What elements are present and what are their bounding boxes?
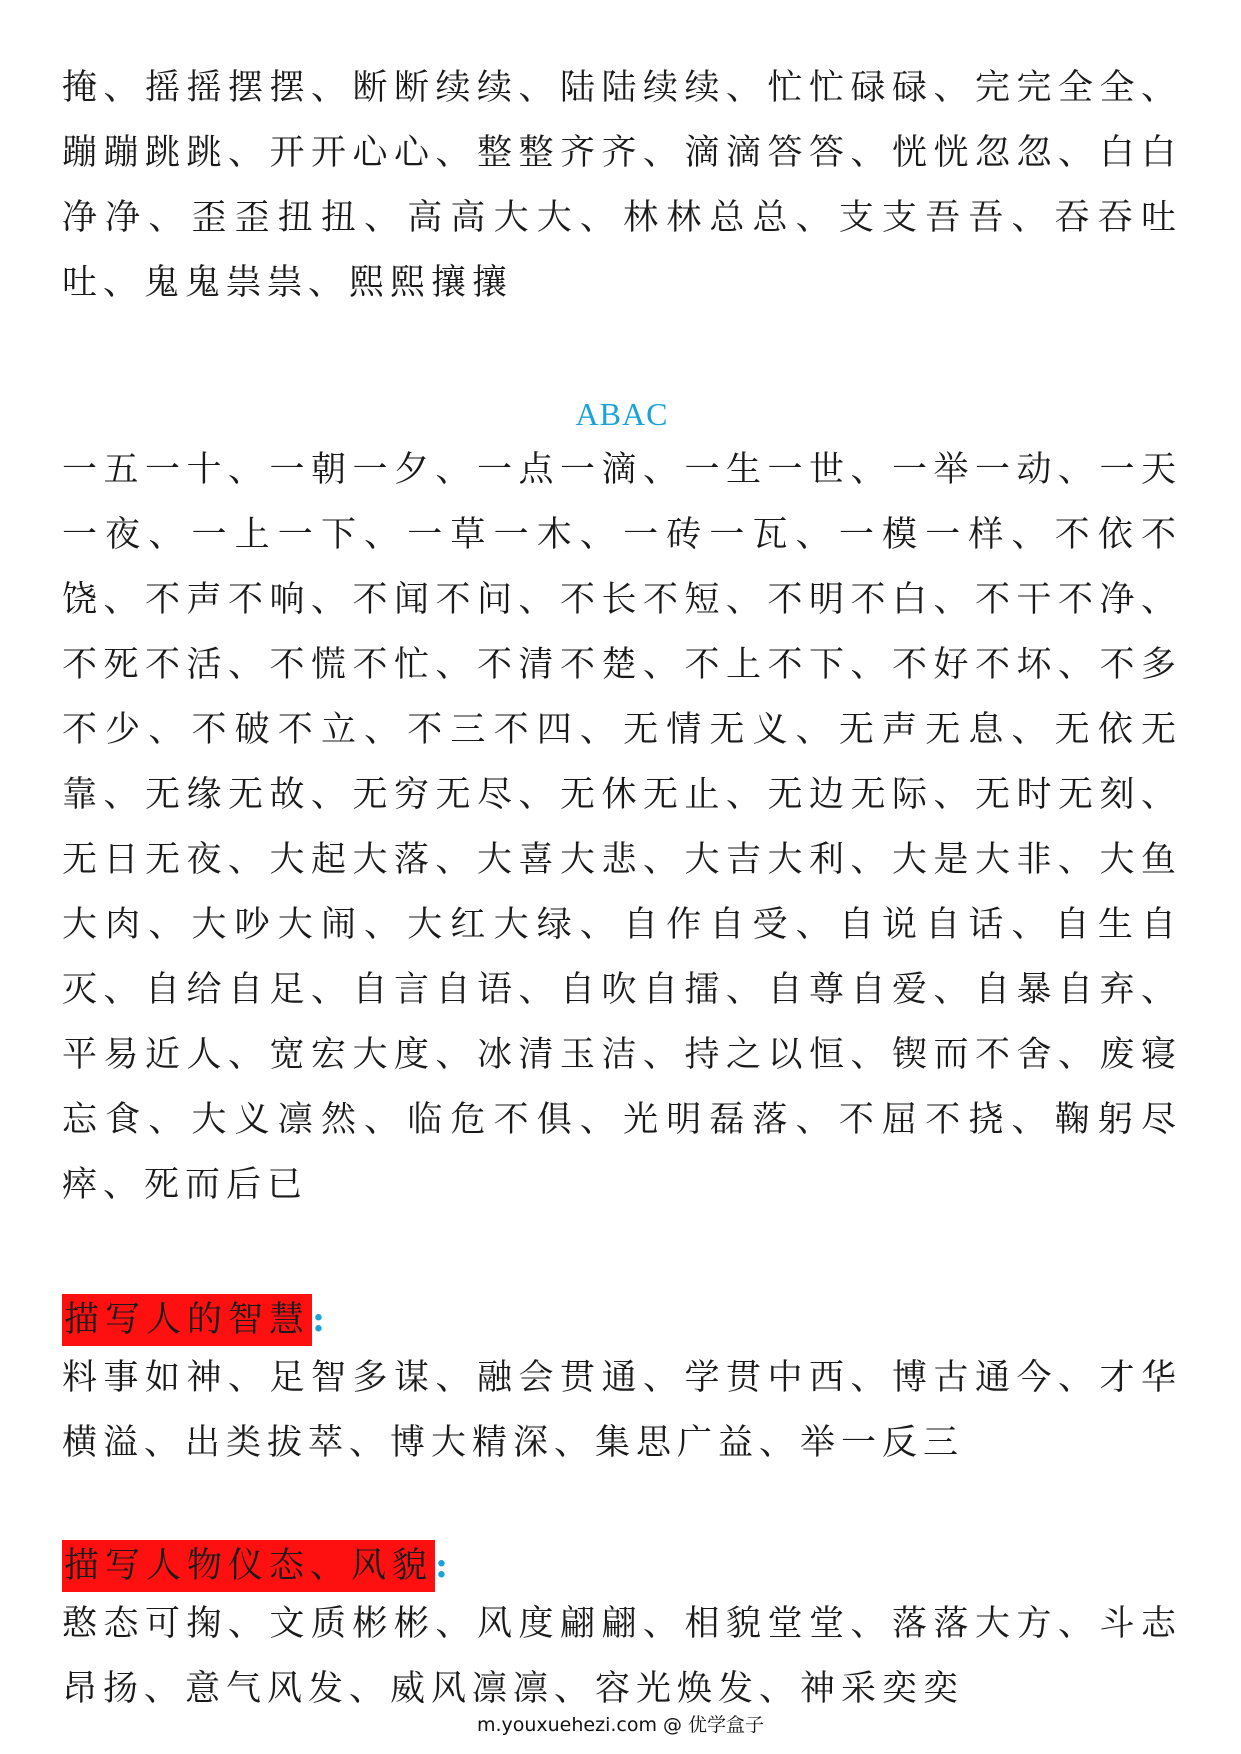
aabb-idiom-list: 掩、摇摇摆摆、断断续续、陆陆续续、忙忙碌碌、完完全全、蹦蹦跳跳、开开心心、整整齐齐、滴滴答答、恍恍忽忽、白白净净、歪歪扭扭、高高大大、林林总总、支支吾吾、吞吞吐吐、鬼鬼祟祟、熙熙攘攘 <box>62 68 1182 303</box>
appearance-idiom-list: 憨态可掬、文质彬彬、风度翩翩、相貌堂堂、落落大方、斗志昂扬、意气风发、威风凛凛、容光焕发、神采奕奕 <box>62 1604 1182 1709</box>
appearance-heading <box>62 1540 1182 1592</box>
spacer <box>62 1476 1182 1540</box>
wisdom-heading-colon: : <box>312 1299 331 1340</box>
appearance-heading-colon: : <box>435 1545 454 1586</box>
spacer <box>62 1218 1182 1294</box>
spacer <box>62 316 1182 390</box>
abac-section-title: ABAC <box>575 396 669 432</box>
appearance-heading-highlight: 描写人物仪态、风貌 <box>62 1540 435 1592</box>
wisdom-heading <box>62 1294 1182 1346</box>
wisdom-idiom-list: 料事如神、足智多谋、融会贯通、学贯中西、博古通今、才华横溢、出类拔萃、博大精深、集思广益、举一反三 <box>62 1358 1182 1463</box>
footer-watermark: m.youxuehezi.com @ 优学盒子 <box>476 1714 765 1736</box>
abac-idiom-list: 一五一十、一朝一夕、一点一滴、一生一世、一举一动、一天一夜、一上一下、一草一木、一砖一瓦、一模一样、不依不饶、不声不响、不闻不问、不长不短、不明不白、不干不净、不死不活、不慌不忙、不清不楚、不上不下、不好不坏、不多不少、不破不立、不三不四、无情无义、无声无息、无依无靠、无缘无故、无穷无尽、无休无止、无边无际、无时无刻、无日无夜、大起大落、大喜大悲、大吉大利、大是大非、大鱼大肉、大吵大闹、大红大绿、自作自受、自说自话、自生自灭、自给自足、自言自语、自吹自擂、自尊自爱、自暴自弃、平易近人、宽宏大度、冰清玉洁、持之以恒、锲而不舍、废寝忘食、大义凛然、临危不俱、光明磊落、不屈不挠、鞠躬尽瘁、死而后已 <box>62 450 1182 1205</box>
document-page <box>62 56 1182 1722</box>
wisdom-heading-highlight: 描写人的智慧 <box>62 1294 312 1346</box>
